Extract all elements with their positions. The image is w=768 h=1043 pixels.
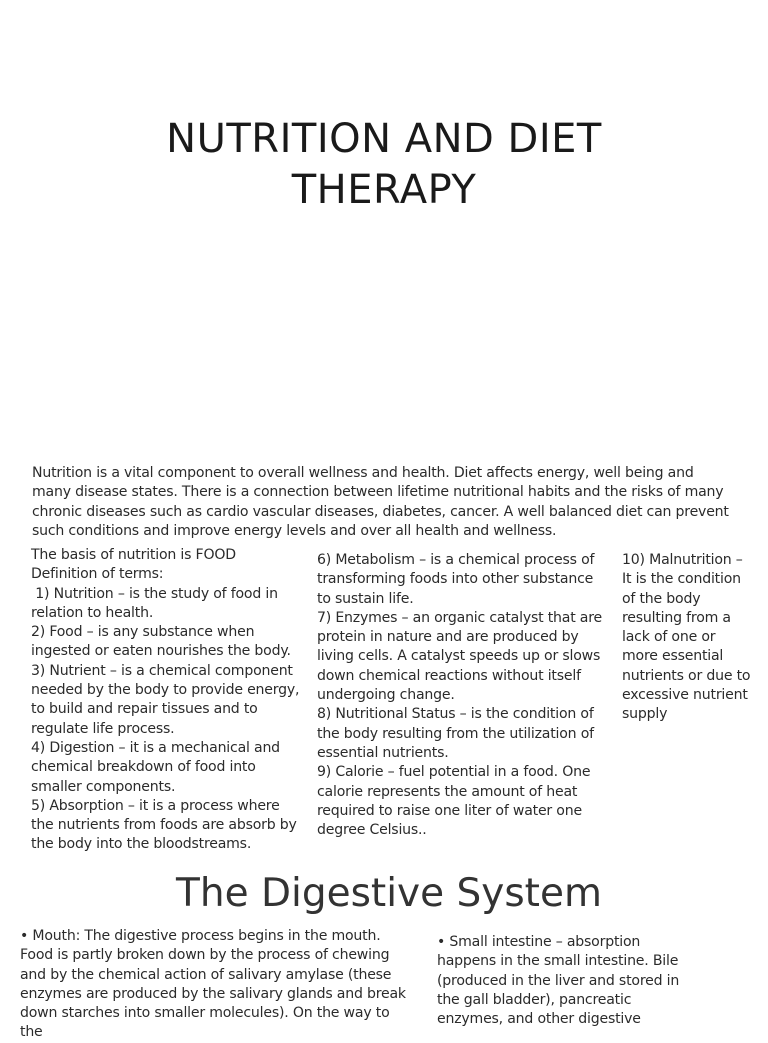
definition-enzymes: 7) Enzymes – an organic catalyst that are protein in nature and are produced by living cells. A catalyst speeds up or slows down chemical reactions without itself undergoing change. <box>317 609 602 704</box>
definition-nutritional-status: 8) Nutritional Status – is the condition of the body resulting from the utilization of essential nutrients. <box>317 706 594 761</box>
definition-digestion: 4) Digestion – it is a mechanical and chemical breakdown of food into smaller components. <box>31 739 280 795</box>
definition-nutrient: 3) Nutrient – is a chemical component needed by the body to provide energy, to build and repair tissues and to regulate life process. <box>31 662 300 737</box>
definitions-column-2 <box>317 551 610 840</box>
definition-calorie: 9) Calorie – fuel potential in a food. One calorie represents the amount of heat required to raise one liter of water one degree Celsius.. <box>317 764 591 839</box>
definitions-column-1 <box>31 546 306 855</box>
definition-nutrition: 1) Nutrition – is the study of food in relation to health. <box>31 585 278 621</box>
basis-line: The basis of nutrition is FOOD <box>31 547 236 563</box>
definitions-heading: Definition of terms: <box>31 566 164 583</box>
definition-food: 2) Food – is any substance when ingested or eaten nourishes the body. <box>31 624 291 660</box>
definitions-column-3 <box>622 551 754 725</box>
definition-metabolism: 6) Metabolism – is a chemical process of transforming foods into other substance to sustain life. <box>317 552 595 607</box>
page-title <box>0 114 768 216</box>
bullet-mouth: • Mouth: The digestive process begins in the mouth. Food is partly broken down by the process of chewing and by the chemical action of salivary amylase (these enzymes are produced by the salivary glands and break down starches into smaller molecules). On the way to the <box>20 928 406 1041</box>
title-line-2: THERAPY <box>291 167 477 213</box>
definition-malnutrition: 10) Malnutrition – It is the condition of the body resulting from a lack of one or more essential nutrients or due to excessive nutrient supply <box>622 552 751 723</box>
title-line-1: NUTRITION AND DIET <box>166 116 602 162</box>
section-heading: The Digestive System <box>176 871 602 916</box>
bullet-small-intestine: • Small intestine – absorption happens in the small intestine. Bile (produced in the liver and stored in the gall bladder), pancreatic enzymes, and other digestive <box>437 934 680 1028</box>
intro-paragraph: Nutrition is a vital component to overall wellness and health. Diet affects energy, well being and many disease states. There is a connection between lifetime nutritional habits and the risks of many chronic diseases such as cardio vascular diseases, diabetes, cancer. A well balanced diet can prevent such conditions and improve energy levels and over all health and wellness. <box>32 465 729 539</box>
definition-absorption: 5) Absorption – it is a process where the nutrients from foods are absorb by the body into the bloodstreams. <box>31 797 297 853</box>
